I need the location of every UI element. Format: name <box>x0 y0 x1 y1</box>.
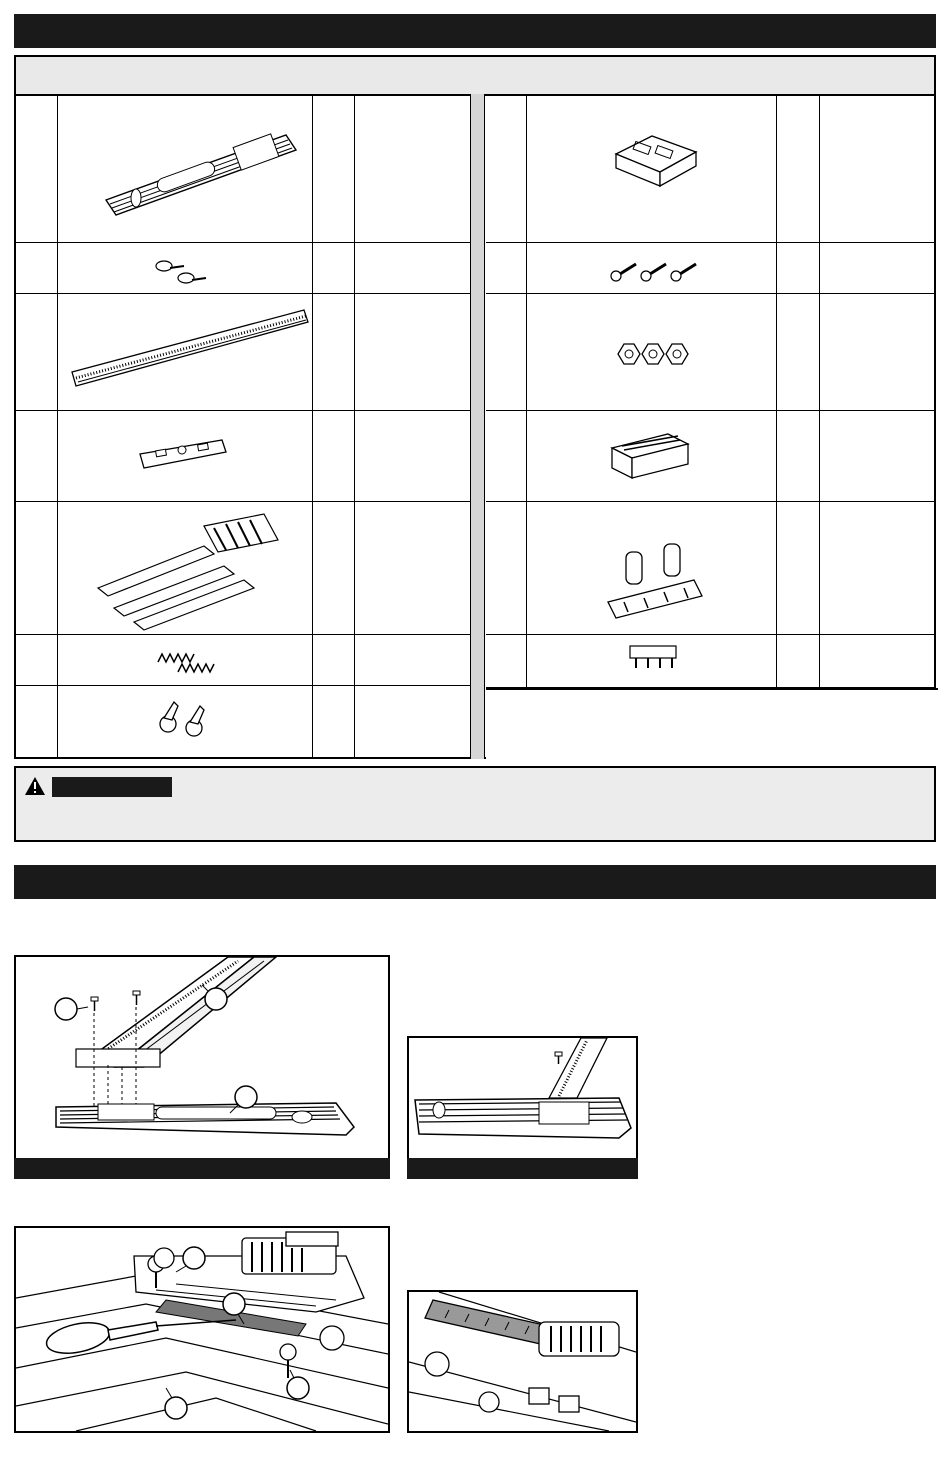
right-table-cell <box>486 294 527 411</box>
parts-table-header <box>16 57 934 96</box>
left-table-cell <box>16 411 58 502</box>
small-bracket-icon <box>136 434 228 470</box>
left-table-cell <box>355 243 470 294</box>
figure-slide-detail <box>407 1290 638 1433</box>
callout-circle <box>55 998 77 1020</box>
slide-assembly-icon <box>94 510 284 634</box>
callout-circle <box>287 1377 309 1399</box>
label-strip-icon <box>626 642 680 672</box>
callout-circle <box>205 988 227 1010</box>
left-table-cell <box>313 243 355 294</box>
figure-slide-mount <box>14 1226 390 1433</box>
left-table-cell <box>355 294 470 411</box>
right-table-cell <box>820 635 936 688</box>
right-table-cell <box>777 243 820 294</box>
right-table-cell <box>777 94 820 243</box>
right-table-cell <box>820 94 936 243</box>
right-table-cell <box>486 502 527 635</box>
callout-circle <box>223 1293 245 1315</box>
right-table-cell <box>777 635 820 688</box>
left-table-cell <box>313 502 355 635</box>
callout-circle <box>235 1086 257 1108</box>
warning-triangle-icon <box>24 776 46 796</box>
figure-caption-bar <box>14 1158 390 1179</box>
left-table-cell <box>313 94 355 243</box>
bolts-icon <box>608 254 700 284</box>
left-table-cell <box>313 411 355 502</box>
left-table-cell <box>355 94 470 243</box>
table-blank-area <box>486 688 938 761</box>
slide-detail-figure <box>409 1292 636 1431</box>
figure-ruler-to-base <box>14 955 390 1179</box>
left-table-cell <box>16 635 58 686</box>
left-table-cell <box>16 294 58 411</box>
assembly-header-bar <box>14 865 936 899</box>
right-table-cell <box>777 502 820 635</box>
callout-circle <box>183 1247 205 1269</box>
left-table-cell <box>16 243 58 294</box>
left-table-cell <box>355 411 470 502</box>
left-table-cell <box>355 686 470 759</box>
right-table-cell <box>820 411 936 502</box>
left-table-cell <box>16 686 58 759</box>
right-table-cell <box>486 243 527 294</box>
warning-label <box>52 777 172 797</box>
springs-icon <box>156 648 218 676</box>
tray-icon <box>612 128 700 190</box>
ruler-rail-icon <box>68 302 310 390</box>
figure-caption-bar <box>407 1158 638 1179</box>
screws-icon <box>150 256 210 286</box>
right-table-cell <box>820 243 936 294</box>
left-table-cell <box>355 635 470 686</box>
slide-mount-figure <box>16 1228 388 1431</box>
ruler-to-base-figure <box>16 957 388 1177</box>
assembled-base-figure <box>409 1038 636 1177</box>
right-table-cell <box>820 294 936 411</box>
left-table-cell <box>16 94 58 243</box>
keyhole-washers-icon <box>158 700 208 738</box>
right-table-cell <box>486 94 527 243</box>
nuts-icon <box>614 342 692 368</box>
left-table-cell <box>313 635 355 686</box>
left-table-cell <box>355 502 470 635</box>
callout-circle <box>165 1397 187 1419</box>
right-table-cell <box>820 502 936 635</box>
right-table-cell <box>777 411 820 502</box>
left-table-cell <box>16 502 58 635</box>
left-table-cell <box>313 686 355 759</box>
parts-header-bar <box>14 14 936 48</box>
left-table-cell <box>313 294 355 411</box>
base-plate-icon <box>96 130 300 220</box>
warning-box <box>14 766 936 842</box>
right-table-cell <box>486 411 527 502</box>
table-divider <box>470 94 485 759</box>
right-table-cell <box>777 294 820 411</box>
stop-block-icon <box>604 536 706 624</box>
right-table-cell <box>486 635 527 688</box>
clamp-block-icon <box>608 430 692 482</box>
